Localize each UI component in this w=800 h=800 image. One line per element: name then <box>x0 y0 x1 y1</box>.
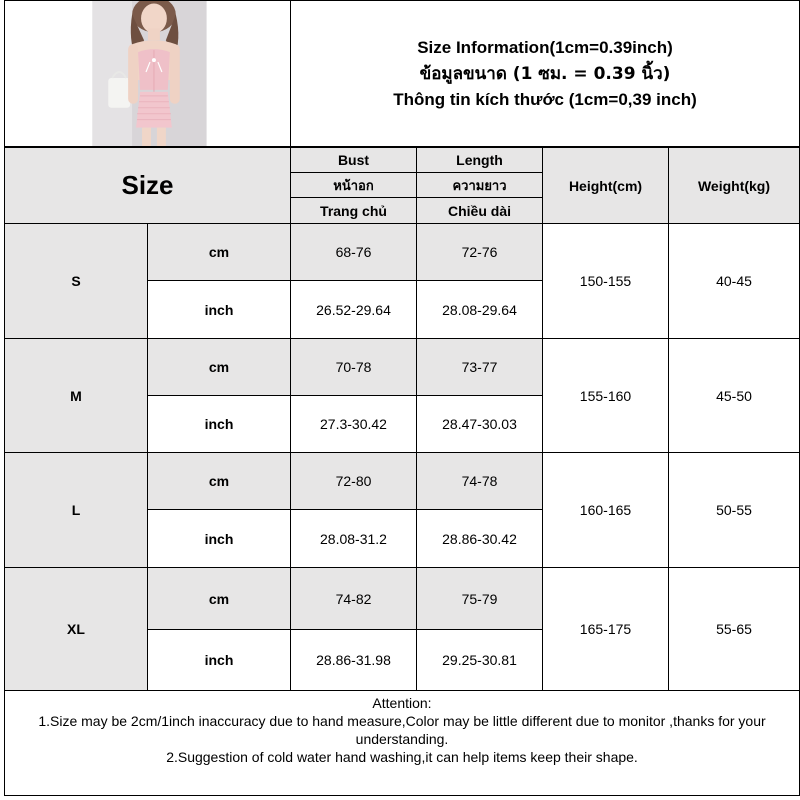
attention-notes <box>4 690 800 796</box>
title-block <box>290 0 800 147</box>
product-photo <box>4 0 291 147</box>
length-cm-l: 74-78 <box>416 452 543 510</box>
unit-cm: cm <box>147 338 291 396</box>
size-label-l: L <box>4 452 148 568</box>
height-header: Height(cm) <box>542 147 669 224</box>
height-l: 160-165 <box>542 452 669 568</box>
length-cm-m: 73-77 <box>416 338 543 396</box>
bust-header-en: Bust <box>290 147 417 173</box>
unit-cm: cm <box>147 452 291 510</box>
bust-inch-m: 27.3-30.42 <box>290 395 417 453</box>
bust-cm-s: 68-76 <box>290 223 417 281</box>
unit-cm: cm <box>147 567 291 630</box>
bust-header-vi: Trang chủ <box>290 197 417 224</box>
attention-title: Attention: <box>372 695 432 711</box>
bust-cm-xl: 74-82 <box>290 567 417 630</box>
title-english: Size Information(1cm=0.39inch) <box>417 37 673 57</box>
weight-s: 40-45 <box>668 223 800 339</box>
weight-l: 50-55 <box>668 452 800 568</box>
title-thai: ข้อมูลขนาด (1 ซม. = 0.39 นิ้ว) <box>419 63 671 84</box>
size-column-header: Size <box>4 147 291 224</box>
unit-inch: inch <box>147 280 291 339</box>
bust-header-th: หน้าอก <box>290 172 417 198</box>
length-inch-m: 28.47-30.03 <box>416 395 543 453</box>
weight-m: 45-50 <box>668 338 800 453</box>
length-header-vi: Chiều dài <box>416 197 543 224</box>
weight-xl: 55-65 <box>668 567 800 691</box>
unit-inch: inch <box>147 509 291 568</box>
bust-inch-xl: 28.86-31.98 <box>290 629 417 691</box>
weight-header: Weight(kg) <box>668 147 800 224</box>
length-inch-l: 28.86-30.42 <box>416 509 543 568</box>
size-label-xl: XL <box>4 567 148 691</box>
length-header-en: Length <box>416 147 543 173</box>
unit-inch: inch <box>147 629 291 691</box>
model-photo-image <box>5 0 290 147</box>
attention-note-2: 2.Suggestion of cold water hand washing,it can help items keep their shape. <box>166 749 638 765</box>
unit-inch: inch <box>147 395 291 453</box>
length-header-th: ความยาว <box>416 172 543 198</box>
attention-note-1: 1.Size may be 2cm/1inch inaccuracy due to hand measure,Color may be little different due to monitor ,thanks for your understanding. <box>38 713 766 747</box>
length-cm-xl: 75-79 <box>416 567 543 630</box>
bust-inch-l: 28.08-31.2 <box>290 509 417 568</box>
bust-cm-l: 72-80 <box>290 452 417 510</box>
height-s: 150-155 <box>542 223 669 339</box>
title-vietnamese: Thông tin kích thước (1cm=0,39 inch) <box>393 89 697 109</box>
bust-inch-s: 26.52-29.64 <box>290 280 417 339</box>
length-inch-xl: 29.25-30.81 <box>416 629 543 691</box>
unit-cm: cm <box>147 223 291 281</box>
size-label-s: S <box>4 223 148 339</box>
height-xl: 165-175 <box>542 567 669 691</box>
size-label-m: M <box>4 338 148 453</box>
length-inch-s: 28.08-29.64 <box>416 280 543 339</box>
length-cm-s: 72-76 <box>416 223 543 281</box>
height-m: 155-160 <box>542 338 669 453</box>
bust-cm-m: 70-78 <box>290 338 417 396</box>
